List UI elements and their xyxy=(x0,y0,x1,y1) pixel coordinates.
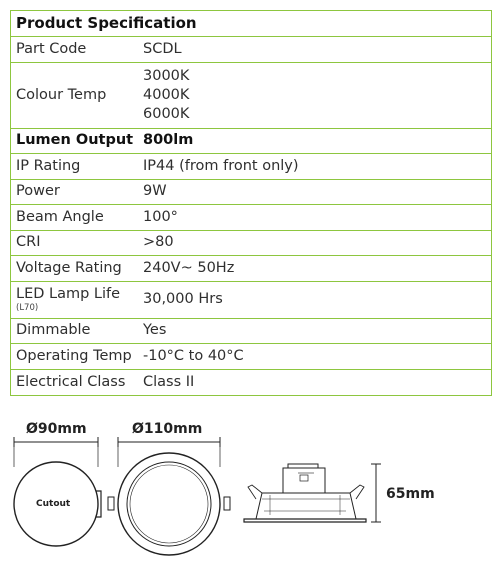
spec-row-beam-angle xyxy=(11,205,491,231)
spec-label: CRI xyxy=(16,234,41,251)
diameter-dimension-label: Ø110mm xyxy=(132,421,203,437)
spec-label: Colour Temp xyxy=(16,86,107,103)
spec-value: 6000K xyxy=(143,105,190,122)
spec-label: Voltage Rating xyxy=(16,259,122,276)
spec-header xyxy=(11,11,491,37)
spec-label: Electrical Class xyxy=(16,373,126,390)
spec-row-electrical-class xyxy=(11,370,491,396)
spec-value: IP44 (from front only) xyxy=(143,157,299,174)
spec-row-power xyxy=(11,180,491,206)
height-dimension-line xyxy=(371,464,381,522)
spec-value: 9W xyxy=(143,183,167,200)
spec-value: Yes xyxy=(143,322,167,339)
spec-row-voltage-rating xyxy=(11,256,491,282)
spec-label: Dimmable xyxy=(16,322,91,339)
spec-label: LED Lamp Life xyxy=(16,286,121,303)
spec-label: Part Code xyxy=(16,40,87,57)
spec-row-ip-rating xyxy=(11,154,491,180)
spec-row-operating-temp xyxy=(11,344,491,370)
height-dimension-label: 65mm xyxy=(386,486,435,502)
fitting-front-view xyxy=(108,453,230,555)
cutout-label: Cutout xyxy=(36,499,71,509)
spec-label: Beam Angle xyxy=(16,208,104,225)
spec-label: Operating Temp xyxy=(16,347,132,364)
spec-value-list xyxy=(143,63,491,128)
spec-value: 3000K xyxy=(143,67,190,84)
spec-label-note: (L70) xyxy=(16,302,39,313)
spec-title: Product Specification xyxy=(16,13,197,32)
spec-value: >80 xyxy=(143,234,174,251)
spec-value: 100° xyxy=(143,208,178,225)
spec-label: Power xyxy=(16,183,60,200)
spec-row-dimmable xyxy=(11,319,491,345)
spec-value: -10°C to 40°C xyxy=(143,347,244,364)
spec-row-led-lamp-life xyxy=(11,282,491,319)
fitting-side-view xyxy=(244,464,366,522)
product-specification-table xyxy=(10,10,492,396)
cutout-dimension-label: Ø90mm xyxy=(26,421,87,437)
spec-value: Class II xyxy=(143,373,195,390)
spec-row-colour-temp xyxy=(11,63,491,129)
dimension-diagrams xyxy=(0,415,500,564)
spec-row-lumen-output xyxy=(11,129,491,155)
spec-label-group xyxy=(11,282,143,318)
spec-row-cri xyxy=(11,231,491,257)
spec-value: 30,000 Hrs xyxy=(143,290,223,307)
spec-value: 4000K xyxy=(143,86,190,103)
spec-label: Lumen Output xyxy=(16,132,134,149)
spec-value: 800lm xyxy=(143,132,194,149)
spec-row-part-code xyxy=(11,37,491,63)
spec-value: SCDL xyxy=(143,40,182,57)
spec-value: 240V~ 50Hz xyxy=(143,259,235,276)
spec-label: IP Rating xyxy=(16,157,81,174)
